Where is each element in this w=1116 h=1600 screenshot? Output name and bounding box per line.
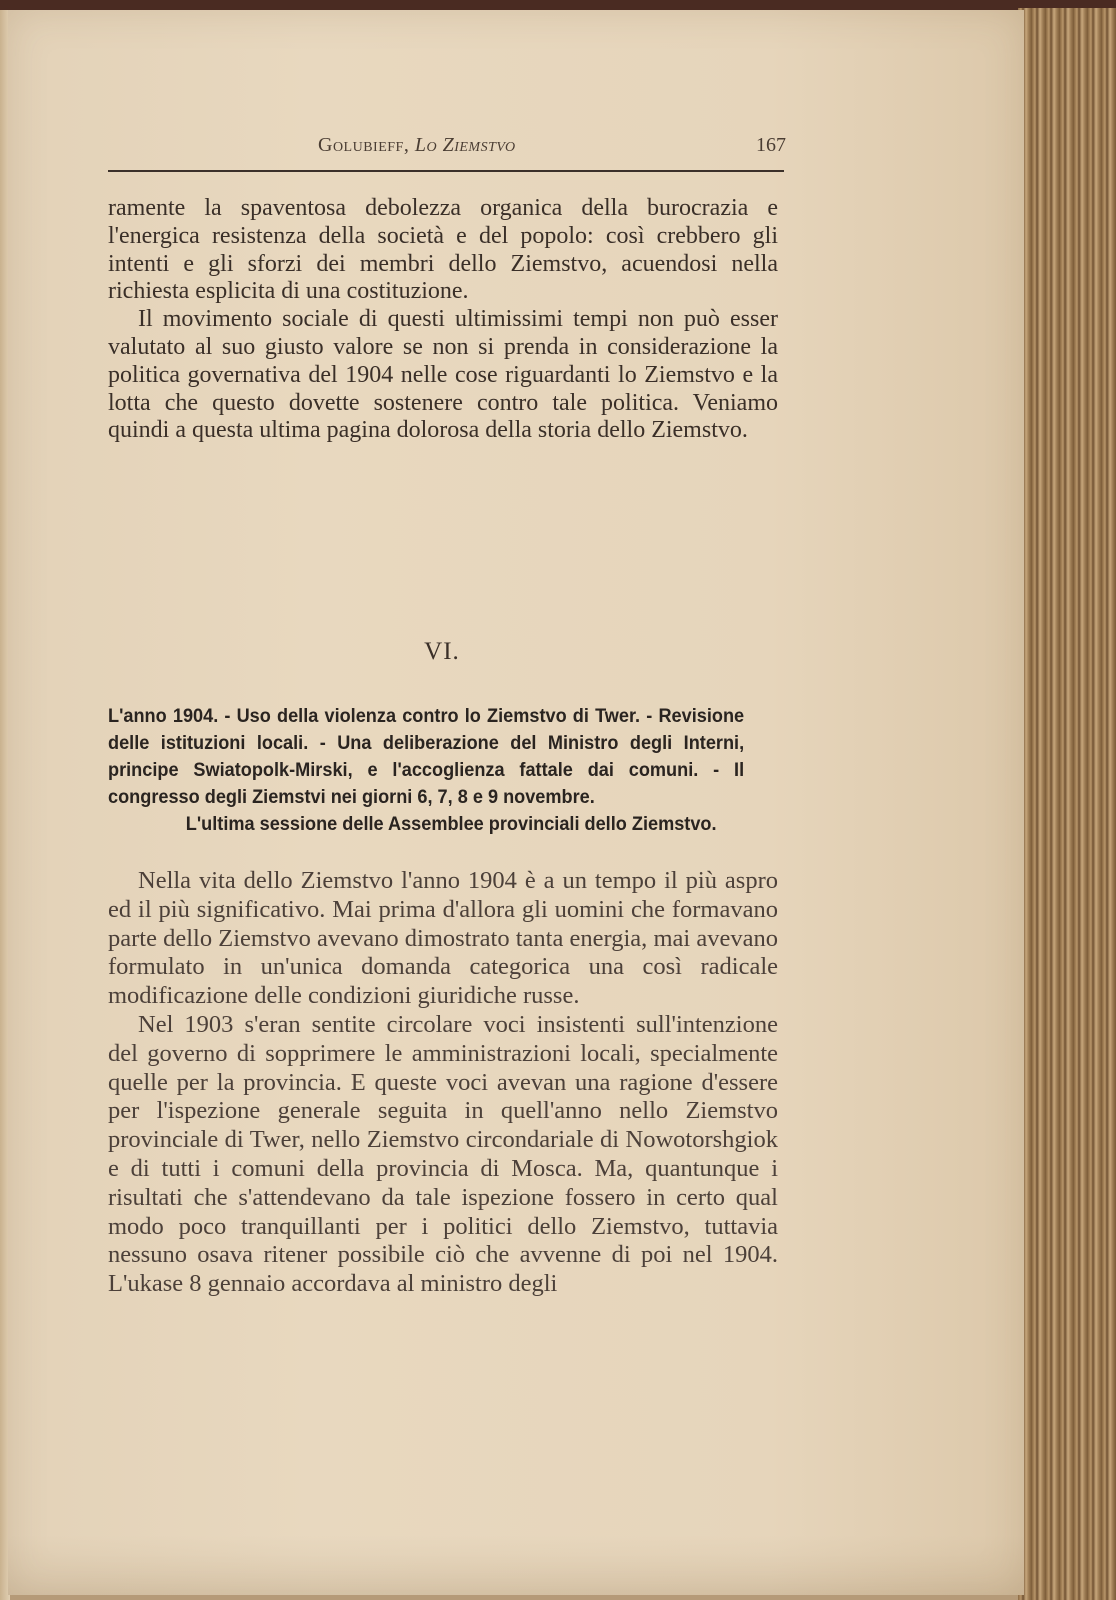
book-spine — [1018, 8, 1116, 1600]
page-shadow — [8, 1535, 1024, 1595]
paragraph: ramente la spaventosa debolezza organica della burocrazia e l'energica resistenza della società e del popolo: così crebbero gli intenti e gli sforzi dei membri dello Ziemstvo, acuendosi nella richiesta esplicita di una costituzione. — [108, 195, 778, 305]
running-header — [108, 128, 792, 160]
paragraph: Nel 1903 s'eran sentite circolare voci insistenti sull'intenzione del governo di sopprimere le amministrazioni locali, specialmente quelle per la provincia. E queste voci avevan una ragione d'essere per l'ispezione generale seguita in quell'anno nello Ziemstvo provinciale di Twer, nello Ziemstvo circondariale di Nowotorshgiok e di tutti i comuni della provincia di Mosca. Ma, quantunque i risultati che s'attendevano da tale ispezione fossero in certo qual modo poco tranquillanti per i politici dello Ziemstvo, tuttavia nessuno osava ritener possibile ciò che avvenne di poi nel 1904. L'ukase 8 gennaio accordava al ministro degli — [108, 1010, 778, 1298]
section-summary-text: L'anno 1904. - Uso della violenza contro lo Ziemstvo di Twer. - Revisione delle istituzioni locali. - Una deliberazione del Ministro degli Interni, principe Swiatopolk-Mirski, e l'accoglienza fattale dai comuni. - Il congresso degli Ziemstvi nei giorni 6, 7, 8 e 9 novembre. — [108, 705, 745, 808]
header-title: Lo Ziemstvo — [414, 134, 516, 156]
body-text-bottom — [108, 867, 778, 1299]
section-numeral: VI. — [424, 638, 460, 665]
section-summary-last-line: L'ultima sessione delle Assemblee provinciali dello Ziemstvo. — [185, 813, 717, 835]
body-text-top — [108, 195, 778, 445]
section-summary — [108, 703, 744, 838]
header-author: Golubieff, — [318, 134, 410, 156]
header-author-title — [318, 134, 516, 157]
paragraph: Nella vita dello Ziemstvo l'anno 1904 è a un tempo il più aspro ed il più significativo. Mai prima d'allora gli uomini che formavano parte dello Ziemstvo avevano dimostrato tanta energia, mai avevano formulato in un'unica domanda categorica una così radicale modificazione delle condizioni giuridiche russe. — [108, 867, 778, 1010]
paragraph: Il movimento sociale di questi ultimissimi tempi non può esser valutato al suo giusto valore se non si prenda in considerazione la politica governativa del 1904 nelle cose riguardanti lo Ziemstvo e la lotta che questo dovette sostenere contro tale politica. Veniamo quindi a questa ultima pagina dolorosa della storia dello Ziemstvo. — [108, 306, 778, 444]
book-top-edge — [0, 0, 1116, 10]
page-number: 167 — [756, 134, 786, 156]
header-rule — [108, 170, 784, 172]
